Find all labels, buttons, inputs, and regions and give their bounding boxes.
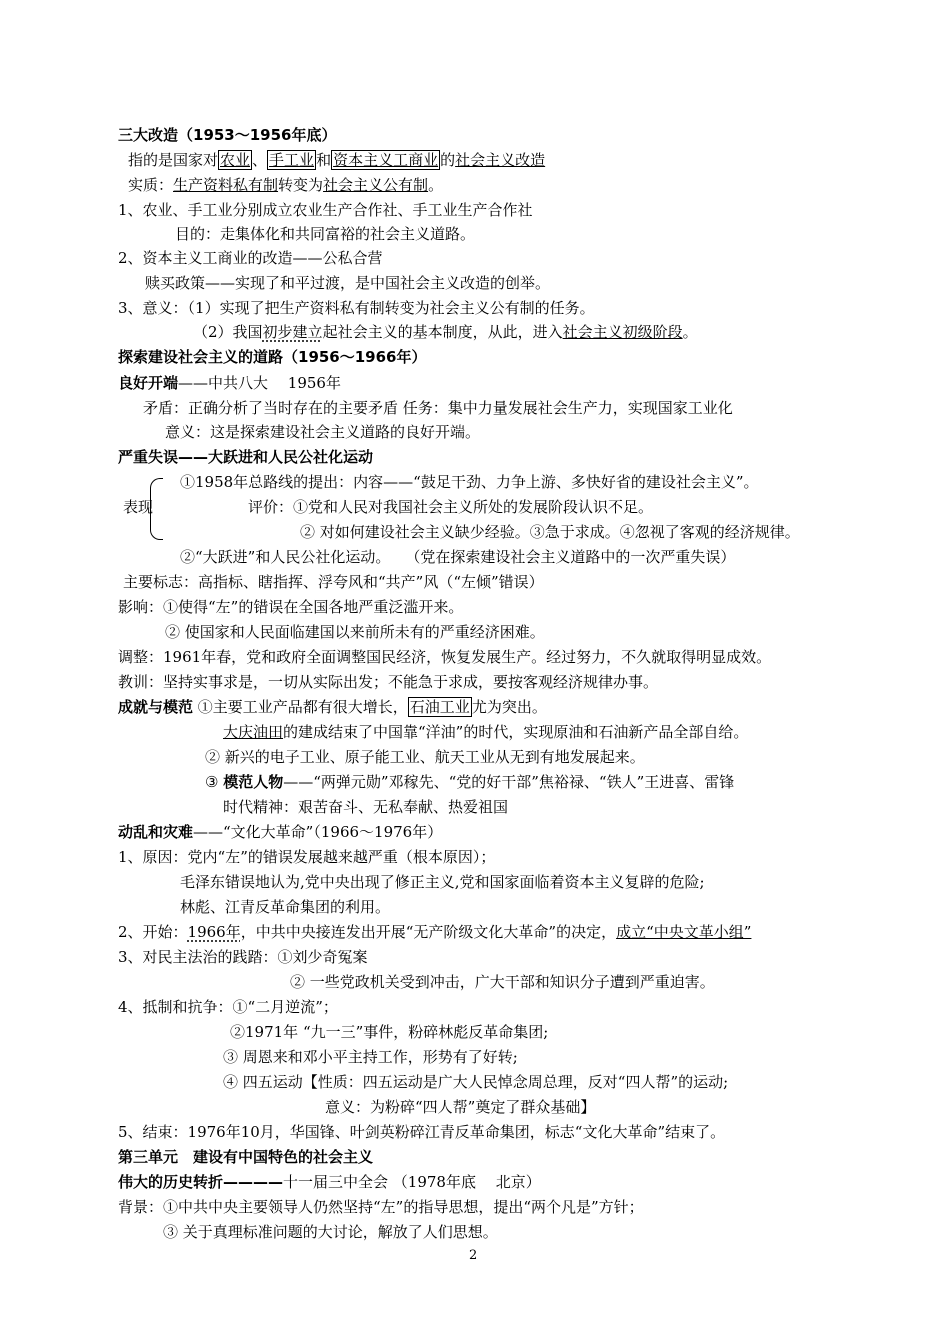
- text-line: 5、结束：1976年10月，华国锋、叶剑英粉碎江青反革命集团，标志“文化大革命”结束了。: [118, 1123, 726, 1141]
- text-line: [118, 822, 442, 842]
- text-span: 转变为: [278, 176, 324, 194]
- text-line: 时代精神：艰苦奋斗、无私奉献、热爱祖国: [223, 798, 509, 816]
- page-number: 2: [469, 1248, 478, 1263]
- text-line: ②“大跃进”和人民公社化运动。 （党在探索建设社会主义道路中的一次严重失误）: [180, 548, 736, 566]
- text-line: 1、农业、手工业分别成立农业生产合作社、手工业生产合作社: [118, 201, 533, 219]
- underlined-term: 社会主义公有制: [323, 176, 429, 194]
- text-line: 1、原因：党内“左”的错误发展越来越严重（根本原因）；: [118, 848, 496, 866]
- text-line: 矛盾：正确分析了当时存在的主要矛盾 任务：集中力量发展社会生产力，实现国家工业化: [143, 399, 733, 417]
- text-line: 毛泽东错误地认为,党中央出现了修正主义,党和国家面临着资本主义复辟的危险;: [180, 873, 705, 891]
- underlined-term: 生产资料私有制: [173, 176, 279, 194]
- underlined-term: 社会主义初级阶段: [562, 323, 683, 341]
- text-line: 评价：①党和人民对我国社会主义所处的发展阶段认识不足。: [248, 498, 654, 516]
- text-span: ①主要工业产品都有很大增长，: [193, 698, 408, 716]
- bold-term: 良好开端: [118, 374, 179, 392]
- text-span: （2）我国: [193, 323, 263, 341]
- text-line: [128, 175, 443, 195]
- bold-term: 伟大的历史转折————: [118, 1173, 284, 1191]
- text-line: ② 对如何建设社会主义缺少经验。③急于求成。④忽视了客观的经济规律。: [300, 523, 800, 541]
- section-heading-explore: 探索建设社会主义的道路（1956～1966年）: [118, 348, 427, 366]
- text-span: 、: [252, 151, 268, 169]
- text-span: 的建成结束了中国靠“洋油”的时代，实现原油和石油新产品全部自给。: [283, 723, 749, 741]
- text-line: ③ 关于真理标准问题的大讨论，解放了人们思想。: [163, 1223, 498, 1241]
- text-line: [223, 722, 748, 742]
- text-line: 教训：坚持实事求是，一切从实际出发；不能急于求成，要按客观经济规律办事。: [118, 673, 659, 691]
- text-line: [118, 922, 751, 942]
- text-line: 意义：这是探索建设社会主义道路的良好开端。: [165, 423, 481, 441]
- text-span: ——“文化大革命”（1966～1976年）: [193, 823, 443, 841]
- text-line: ④ 四五运动【性质：四五运动是广大人民悼念周总理，反对“四人帮”的运动;: [223, 1073, 729, 1091]
- section-heading-mistakes: 严重失误——大跃进和人民公社化运动: [118, 448, 374, 466]
- text-span: 。: [682, 323, 698, 341]
- underlined-term: 成立“中央文革小组”: [616, 923, 752, 941]
- text-line: 意义：为粉碎“四人帮”奠定了群众基础】: [325, 1098, 596, 1116]
- bold-term: 动乱和灾难: [118, 823, 194, 841]
- boxed-term: 资本主义工商业: [333, 151, 439, 169]
- text-line: 背景：①中共中央主要领导人仍然坚持“左”的指导思想，提出“两个凡是”方针；: [118, 1198, 644, 1216]
- text-line: [128, 150, 545, 170]
- bold-term: 成就与模范: [118, 698, 194, 716]
- text-span: 2、开始：: [118, 923, 188, 941]
- text-line: 3、意义：（1）实现了把生产资料私有制转变为社会主义公有制的任务。: [118, 299, 595, 317]
- text-line: ②1971年 “九一三”事件，粉碎林彪反革命集团;: [230, 1023, 549, 1041]
- text-span: ③: [205, 773, 224, 791]
- text-line: [193, 322, 698, 342]
- brace-icon: [150, 478, 163, 540]
- text-span: 的: [440, 151, 456, 169]
- boxed-term: 手工业: [269, 151, 315, 169]
- text-span: 和: [316, 151, 332, 169]
- text-span: 尤为突出。: [471, 698, 547, 716]
- section-heading-three-reforms: 三大改造（1953～1956年底）: [118, 126, 337, 144]
- text-span: ——“两弹元勋”邓稼先、“党的好干部”焦裕禄、“铁人”王进喜、雷锋: [283, 773, 735, 791]
- text-line: [118, 373, 341, 393]
- text-span: 。: [428, 176, 444, 194]
- text-line: 目的：走集体化和共同富裕的社会主义道路。: [175, 225, 476, 243]
- text-line: 主要标志：高指标、瞎指挥、浮夸风和“共产”风（“左倾”错误）: [123, 573, 544, 591]
- text-span: 实质：: [128, 176, 174, 194]
- text-line: 赎买政策——实现了和平过渡，是中国社会主义改造的创举。: [145, 274, 551, 292]
- text-line: 影响：①使得“左”的错误在全国各地严重泛滥开来。: [118, 598, 464, 616]
- text-span: 起社会主义的基本制度，从此，进入: [322, 323, 563, 341]
- text-line: [118, 1172, 541, 1192]
- text-line: 4、抵制和抗争：①“二月逆流”；: [118, 998, 338, 1016]
- dotted-term: 初步建立: [262, 323, 323, 341]
- underlined-term: 大庆油田: [223, 723, 284, 741]
- text-span: 十一届三中全会 （1978年底 北京）: [283, 1173, 541, 1191]
- text-line: [205, 772, 734, 792]
- text-line: 3、对民主法治的践踏：①刘少奇冤案: [118, 948, 368, 966]
- text-line: 表现: [123, 498, 154, 516]
- text-span: 指的是国家对: [128, 151, 219, 169]
- text-line: [118, 697, 547, 717]
- text-line: 林彪、江青反革命集团的利用。: [180, 898, 391, 916]
- unit-heading: 第三单元 建设有中国特色的社会主义: [118, 1148, 374, 1166]
- text-line: ② 新兴的电子工业、原子能工业、航天工业从无到有地发展起来。: [205, 748, 645, 766]
- text-line: 调整：1961年春，党和政府全面调整国民经济，恢复发展生产。经过努力，不久就取得明显成效。: [118, 648, 772, 666]
- dotted-term: 1966年: [187, 923, 241, 941]
- bold-term: 模范人物: [223, 773, 284, 791]
- text-span: ，中共中央接连发出开展“无产阶级文化大革命”的决定，: [240, 923, 617, 941]
- underlined-term: 社会主义改造: [455, 151, 546, 169]
- text-line: ② 一些党政机关受到冲击，广大干部和知识分子遭到严重迫害。: [290, 973, 715, 991]
- boxed-term: 农业: [220, 151, 251, 169]
- text-span: ——中共八大 1956年: [178, 374, 341, 392]
- text-line: ③ 周恩来和邓小平主持工作，形势有了好转;: [223, 1048, 518, 1066]
- text-line: 2、资本主义工商业的改造——公私合营: [118, 249, 383, 267]
- boxed-term: 石油工业: [409, 698, 470, 716]
- text-line: ①1958年总路线的提出：内容——“鼓足干劲、力争上游、多快好省的建设社会主义”。: [180, 473, 759, 491]
- text-line: ② 使国家和人民面临建国以来前所未有的严重经济困难。: [165, 623, 545, 641]
